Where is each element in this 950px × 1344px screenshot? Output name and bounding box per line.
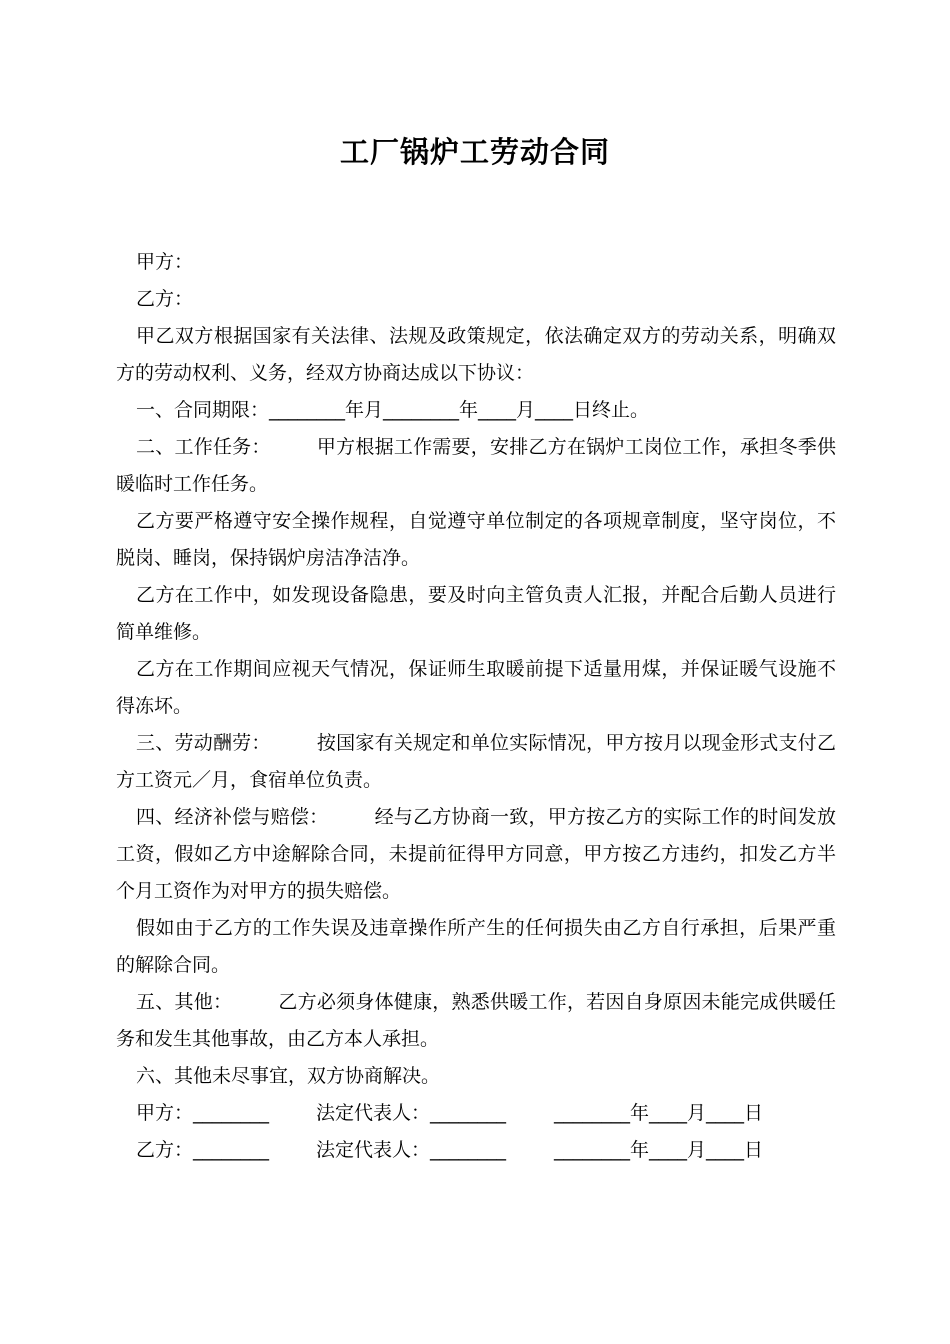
- term-clause: 一、合同期限：________年月________年____月____日终止。: [136, 399, 650, 421]
- compensation-paragraph-2: 假如由于乙方的工作失误及违章操作所产生的任何损失由乙方自行承担，后果严重的解除合同。: [116, 917, 836, 976]
- signature-row-a: [116, 1095, 836, 1132]
- signature-rep-a: 法定代表人：________: [316, 1102, 507, 1124]
- other-heading: 五、其他：: [136, 991, 233, 1013]
- task-text: 甲方根据工作需要，安排乙方在锅炉工岗位工作，承担冬季供暖临时工作任务。: [116, 436, 836, 495]
- signature-date-a: ________年____月____日: [554, 1102, 764, 1124]
- intro-paragraph: 甲乙双方根据国家有关法律、法规及政策规定，依法确定双方的劳动关系，明确双方的劳动权利、义务，经双方协商达成以下协议：: [116, 325, 836, 384]
- signature-party-a: 甲方：________: [136, 1102, 270, 1124]
- party-b-line: 乙方：: [136, 288, 194, 310]
- pay-text: 按国家有关规定和单位实际情况，甲方按月以现金形式支付乙方工资元／月，食宿单位负责。: [116, 732, 836, 791]
- task-clause: [116, 429, 836, 503]
- signature-row-b: [116, 1132, 836, 1169]
- other-clause: [116, 984, 836, 1058]
- signature-date-b: ________年____月____日: [554, 1139, 764, 1161]
- party-a-line: 甲方：: [136, 251, 194, 273]
- rule-paragraph-2: 乙方在工作中，如发现设备隐患，要及时向主管负责人汇报，并配合后勤人员进行简单维修。: [116, 584, 836, 643]
- compensation-clause: [116, 799, 836, 910]
- other-text: 乙方必须身体健康，熟悉供暖工作，若因自身原因未能完成供暖任务和发生其他事故，由乙方本人承担。: [116, 991, 836, 1050]
- document-body: [116, 244, 836, 1169]
- signature-party-b: 乙方：________: [136, 1139, 270, 1161]
- compensation-heading: 四、经济补偿与赔偿：: [136, 806, 329, 828]
- rule-paragraph-3: 乙方在工作期间应视天气情况，保证师生取暖前提下适量用煤，并保证暖气设施不得冻坏。: [116, 658, 836, 717]
- document-title: 工厂锅炉工劳动合同: [339, 135, 610, 169]
- misc-clause: 六、其他未尽事宜，双方协商解决。: [136, 1065, 441, 1087]
- task-heading: 二、工作任务：: [136, 436, 271, 458]
- pay-heading: 三、劳动酬劳：: [136, 732, 271, 754]
- signature-rep-b: 法定代表人：________: [316, 1139, 507, 1161]
- compensation-text: 经与乙方协商一致，甲方按乙方的实际工作的时间发放工资，假如乙方中途解除合同，未提前征得甲方同意，甲方按乙方违约，扣发乙方半个月工资作为对甲方的损失赔偿。: [116, 806, 836, 902]
- rule-paragraph-1: 乙方要严格遵守安全操作规程，自觉遵守单位制定的各项规章制度，坚守岗位，不脱岗、睡岗，保持锅炉房洁净洁净。: [116, 510, 836, 569]
- pay-clause: [116, 725, 836, 799]
